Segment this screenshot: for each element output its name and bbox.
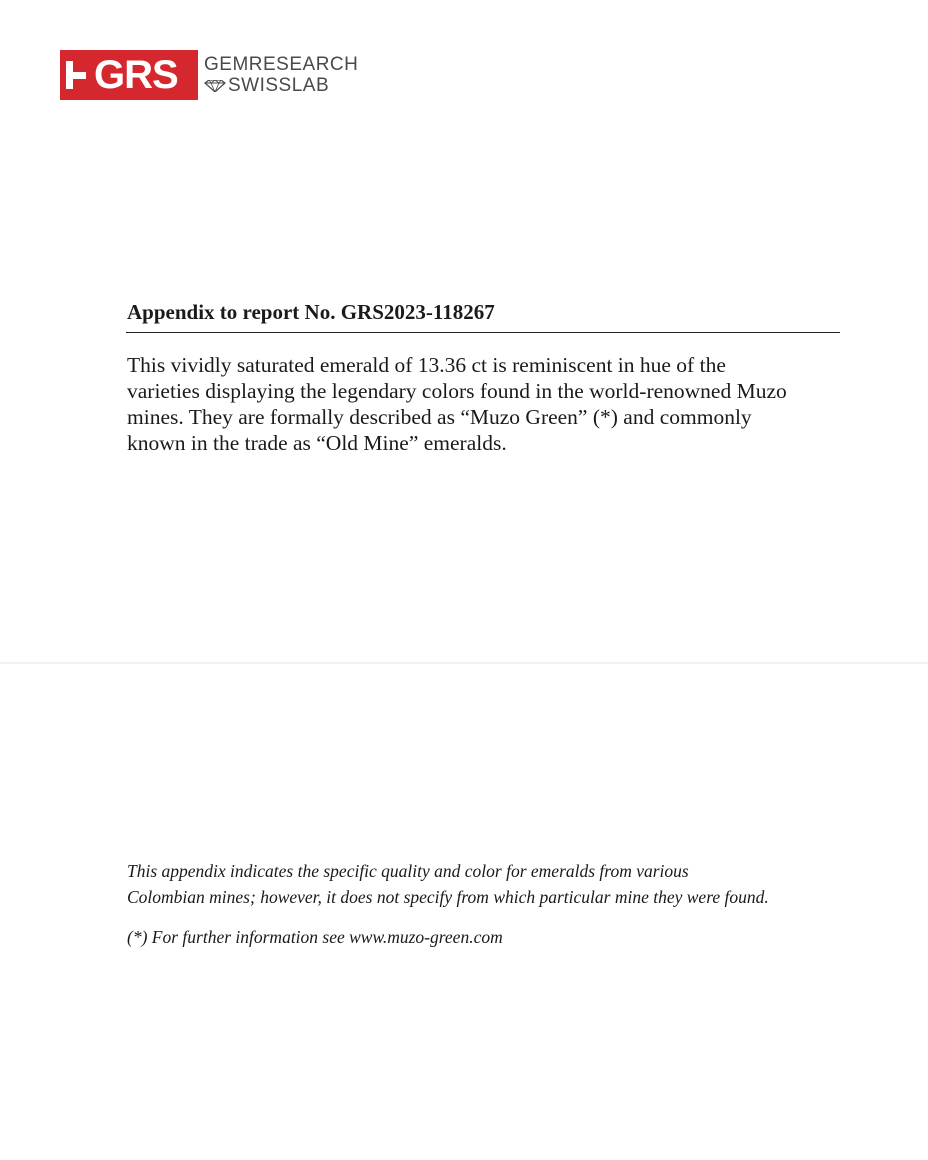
swiss-cross-icon — [66, 61, 88, 89]
title-divider — [126, 332, 840, 333]
logo-mark — [60, 50, 198, 100]
logo-line-2: SWISSLAB — [228, 75, 330, 96]
logo-wordmark — [204, 54, 358, 96]
grs-logo — [60, 50, 358, 100]
logo-letters: GRS — [94, 53, 178, 97]
logo-line-2-row — [204, 75, 358, 96]
scan-artifact-line — [0, 662, 928, 664]
note-line: Colombian mines; however, it does not specify from which particular mine they were found. — [127, 887, 769, 907]
appendix-title: Appendix to report No. GRS2023-118267 — [127, 300, 495, 324]
diamond-icon — [204, 80, 226, 92]
disclaimer-note — [127, 858, 857, 910]
logo-line-1: GEMRESEARCH — [204, 54, 359, 75]
body-line: mines. They are formally described as “Muzo Green” (*) and commonly — [127, 405, 752, 429]
appendix-body — [127, 352, 847, 456]
note-line: This appendix indicates the specific quality and color for emeralds from various — [127, 861, 689, 881]
body-line: This vividly saturated emerald of 13.36 ct is reminiscent in hue of the — [127, 353, 726, 377]
body-line: known in the trade as “Old Mine” emeralds. — [127, 431, 507, 455]
footnote: (*) For further information see www.muzo-green.com — [127, 927, 503, 947]
body-line: varieties displaying the legendary colors found in the world-renowned Muzo — [127, 379, 787, 403]
